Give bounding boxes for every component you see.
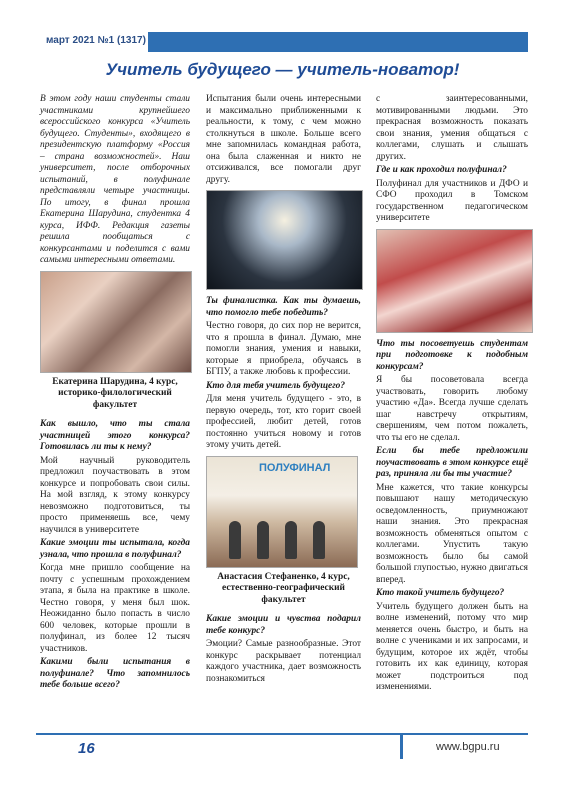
person-figure [257, 521, 269, 559]
photo-team-work [376, 229, 533, 333]
person-figure [229, 521, 241, 559]
answer-5: Для меня учитель будущего - это, в первую очередь, тот, кто горит своей профессией, любит детей, готов постоянно учиться новому и готов этому учить детей. [206, 394, 361, 450]
photo-semifinal [206, 456, 358, 568]
column-1 [40, 94, 190, 694]
answer-6: Эмоции? Самые разнообразные. Этот конкурс раскрывает потенциал каждого участника, дает возможность познакомиться [206, 639, 361, 684]
question-2: Какие эмоции ты испытала, когда узнала, что прошла в полуфинал? [40, 538, 190, 560]
intro-text: В этом году наши студенты стали участниками крупнейшего всероссийского конкурса «Учитель будущего. Студенты», входящего в президентскую платформу «Россия – страна возможностей». Наш университет, после отборочных испытаний, в полуфинале представляли четыре участницы. По итогу, в финал прошла Екатерина Шарудина, студентка 4 курса, ИФФ. Редакция газеты решила пообщаться с конкурсантами и поделится с вами самыми интересными ответами. [40, 94, 190, 265]
answer-9: Мне кажется, что такие конкурсы повышают нашу методическую осведомленность, приумножают наши знания. Это прекрасная возможность обменяться опытом с коллегами. Упустить такую возможность было бы самой большой глупостью, нужно двигаться вперед. [376, 482, 528, 585]
person-figure [285, 521, 297, 559]
question-7: Где и как проходил полуфинал? [376, 165, 507, 175]
answer-2: Когда мне пришло сообщение на почту с успешным прохождением этапа, я была на практике в школе. Честно говоря, у меня был шок. Неожиданно было попасть в число 600 человек, которые прошли в полуфинал, из более 12 тысяч участников. [40, 563, 190, 654]
question-10: Кто такой учитель будущего? [376, 588, 505, 598]
caption-sharudina: Екатерина Шарудина, 4 курс, историко-филологический факультет [52, 376, 178, 410]
page-number: 16 [78, 740, 95, 757]
caption-stefanenko: Анастасия Стефаненко, 4 курс, естественно-географический факультет [217, 571, 350, 605]
site-url[interactable]: www.bgpu.ru [436, 741, 500, 753]
answer-6-continued: с заинтересованными, мотивированными людьми. Это прекрасная возможность показать свои знания, умения общаться с коллегами, слушать и слышать других. [376, 94, 528, 162]
footer-rule [36, 733, 528, 735]
question-6: Какие эмоции и чувства подарил тебе конкурс? [206, 614, 361, 636]
question-5: Кто для тебя учитель будущего? [206, 380, 346, 391]
photo-sharudina [40, 271, 192, 373]
footer-divider [400, 733, 403, 759]
column-3 [376, 94, 528, 696]
question-3: Какими были испытания в полуфинале? Что запомнилось тебе больше всего? [40, 657, 190, 690]
answer-4: Честно говоря, до сих пор не верится, что я прошла в финал. Думаю, мне помогли знания, умения и навыки, которые я приобрела, обучаясь в БГПУ, а также любовь к профессии. [206, 321, 361, 377]
question-8: Что ты посоветуешь студентам при подготовке к подобным конкурсам? [376, 338, 528, 372]
photo-finalists-stage [206, 190, 363, 290]
semifinal-banner: ПОЛУФИНАЛ [259, 461, 331, 474]
answer-3: Испытания были очень интересными и максимально приближенными к реальности, к тому, с чем можно столкнуться в школе. Больше всего мне запомнилась командная работа, она была слаженная и никто не отсиживался, все помогали друг другу. [206, 94, 361, 185]
issue-label: март 2021 №1 (1317) [46, 35, 146, 46]
column-2 [206, 94, 361, 687]
person-figure [313, 521, 325, 559]
question-9: Если бы тебе предложили поучаствовать в этом конкурсе ещё раз, приняла ли бы ты участие? [376, 446, 528, 479]
question-4: Ты финалистка. Как ты думаешь, что помогло тебе победить? [206, 296, 361, 318]
question-1: Как вышло, что ты стала участницей этого конкурса? Готовилась ли ты к нему? [40, 419, 190, 452]
answer-1: Мой научный руководитель предложил поучаствовать в этом конкурсе и попробовать свои силы. На мой взгляд, к этому конкурсу невозможно подготовиться, ты просто применяешь все, чему научился в университете [40, 455, 190, 535]
answer-7: Полуфинал для участников и ДФО и СФО проходил в Томском государственном педагогическом университете [376, 178, 528, 223]
answer-10: Учитель будущего должен быть на волне изменений, потому что мир меняется очень быстро, и быть на волне с учениками и их запросами, и будущим, которое их ждёт, чтобы готовить их как единицу, которая может подстроиться под изменениями. [376, 601, 528, 692]
answer-8: Я бы посоветовала всегда участвовать, говорить любому участию «Да». Всегда лучше сделать шаг навстречу открытиям, свершениям, чем потом пожалеть, что ты его не сделал. [376, 375, 528, 443]
article-title: Учитель будущего — учитель-новатор! [105, 60, 460, 79]
